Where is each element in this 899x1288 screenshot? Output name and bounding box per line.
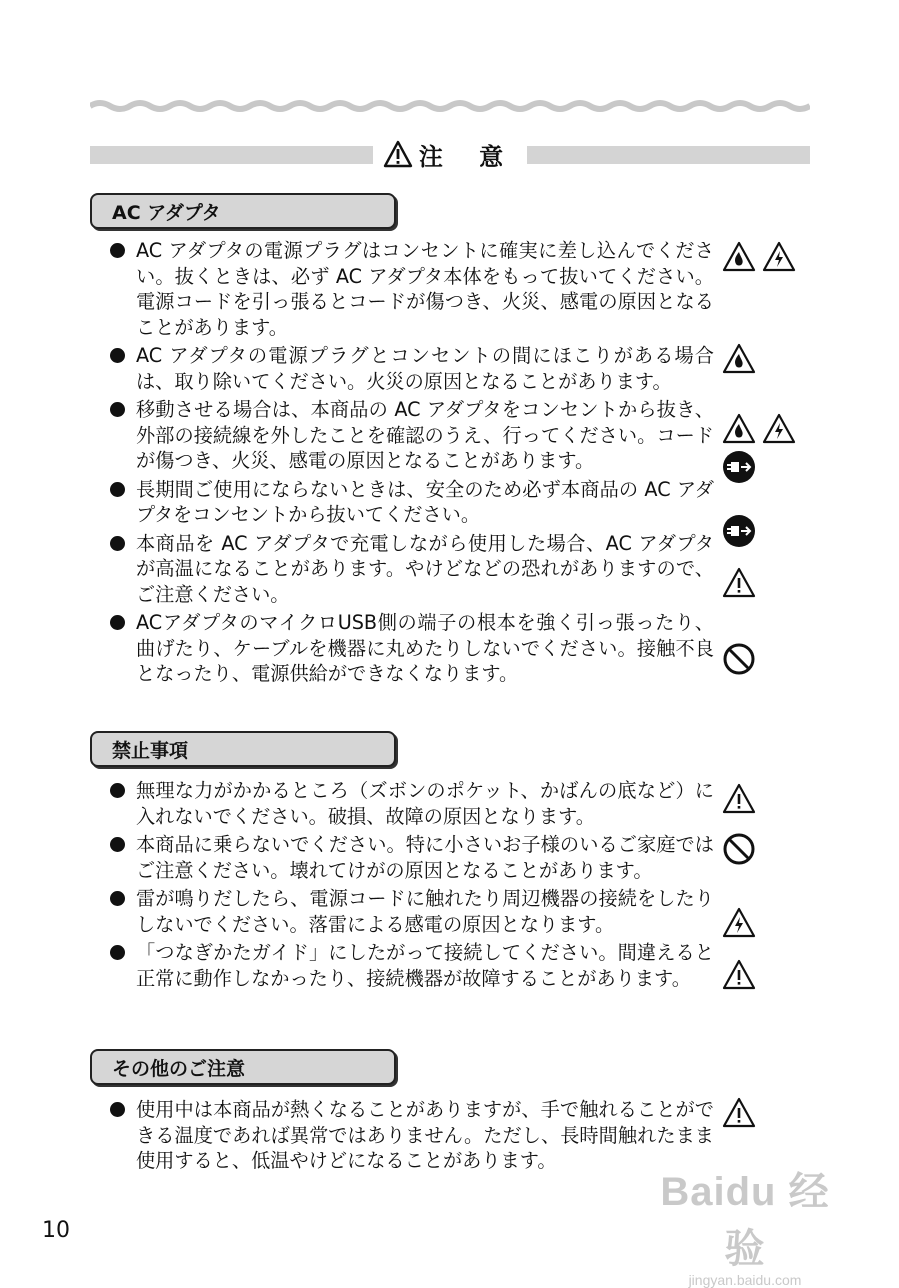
wavy-divider bbox=[90, 98, 810, 114]
section-prohibited-items bbox=[104, 778, 714, 994]
section-label-prohibited: 禁止事項 bbox=[90, 731, 396, 767]
item-icons bbox=[722, 412, 818, 484]
list-item: 移動させる場合は、本商品の AC アダプタをコンセントから抜き、外部の接続線を外したことを確認のうえ、行ってください。コードが傷つき、火災、感電の原因となることがあります。 bbox=[104, 397, 714, 474]
item-icons bbox=[722, 782, 818, 814]
unplug-icon bbox=[722, 450, 756, 484]
item-icons bbox=[722, 566, 818, 598]
list-item: 使用中は本商品が熱くなることがありますが、手で触れることができる温度であれば異常ではありません。ただし、長時間触れたまま使用すると、低温やけどになることがあります。 bbox=[104, 1097, 714, 1174]
item-icons bbox=[722, 514, 818, 548]
item-icons bbox=[722, 240, 818, 272]
watermark-url: jingyan.baidu.com bbox=[688, 1272, 802, 1288]
page-number: 10 bbox=[42, 1218, 70, 1243]
caution-icon bbox=[722, 1096, 756, 1128]
watermark-brand: Baidu 经验 bbox=[660, 1170, 830, 1271]
section-other-notes-items bbox=[104, 1097, 714, 1177]
prohibited-icon bbox=[722, 832, 756, 866]
list-item: 無理な力がかかるところ（ズボンのポケット、かばんの底など）に入れないでください。破損、故障の原因となります。 bbox=[104, 778, 714, 829]
list-item: ACアダプタのマイクロUSB側の端子の根本を強く引っ張ったり、曲げたり、ケーブルを機器に丸めたりしないでください。接触不良となったり、電源供給ができなくなります。 bbox=[104, 610, 714, 687]
section-label-other-notes: その他のご注意 bbox=[90, 1049, 396, 1085]
list-item: AC アダプタの電源プラグはコンセントに確実に差し込んでください。抜くときは、必ず AC アダプタ本体をもって抜いてください。電源コードを引っ張るとコードが傷つき、火災、感電の原因となることがあります。 bbox=[104, 238, 714, 340]
item-icons bbox=[722, 342, 818, 374]
list-item: 雷が鳴りだしたら、電源コードに触れたり周辺機器の接続をしたりしないでください。落雷による感電の原因となります。 bbox=[104, 886, 714, 937]
warning-triangle-icon bbox=[383, 140, 413, 168]
item-icons bbox=[722, 642, 818, 676]
electric-shock-warning-icon bbox=[722, 906, 756, 938]
list-item: AC アダプタの電源プラグとコンセントの間にほこりがある場合は、取り除いてください。火災の原因となることがあります。 bbox=[104, 343, 714, 394]
list-item: 本商品を AC アダプタで充電しながら使用した場合、AC アダプタが高温になることがあります。やけどなどの恐れがありますので、ご注意ください。 bbox=[104, 531, 714, 608]
page-title bbox=[380, 134, 520, 174]
item-icons bbox=[722, 958, 818, 990]
fire-warning-icon bbox=[722, 342, 756, 374]
title-bar bbox=[90, 142, 810, 171]
fire-warning-icon bbox=[722, 240, 756, 272]
item-icons bbox=[722, 832, 818, 866]
unplug-icon bbox=[722, 514, 756, 548]
fire-warning-icon bbox=[722, 412, 756, 444]
caution-icon bbox=[722, 958, 756, 990]
caution-icon bbox=[722, 566, 756, 598]
watermark bbox=[640, 1160, 850, 1288]
electric-shock-warning-icon bbox=[762, 412, 796, 444]
list-item: 「つなぎかたガイド」にしたがって接続してください。間違えると正常に動作しなかったり、接続機器が故障することがあります。 bbox=[104, 940, 714, 991]
title-bar-left bbox=[90, 146, 373, 164]
title-bar-right bbox=[527, 146, 810, 164]
section-ac-adapter-items bbox=[104, 238, 714, 690]
item-icons bbox=[722, 1096, 818, 1128]
list-item: 本商品に乗らないでください。特に小さいお子様のいるご家庭ではご注意ください。壊れてけがの原因となることがあります。 bbox=[104, 832, 714, 883]
page-title-text: 注 意 bbox=[418, 142, 518, 171]
electric-shock-warning-icon bbox=[762, 240, 796, 272]
list-item: 長期間ご使用にならないときは、安全のため必ず本商品の AC アダプタをコンセントから抜いてください。 bbox=[104, 477, 714, 528]
caution-icon bbox=[722, 782, 756, 814]
prohibited-icon bbox=[722, 642, 756, 676]
section-label-ac-adapter: AC アダプタ bbox=[90, 193, 396, 229]
item-icons bbox=[722, 906, 818, 938]
